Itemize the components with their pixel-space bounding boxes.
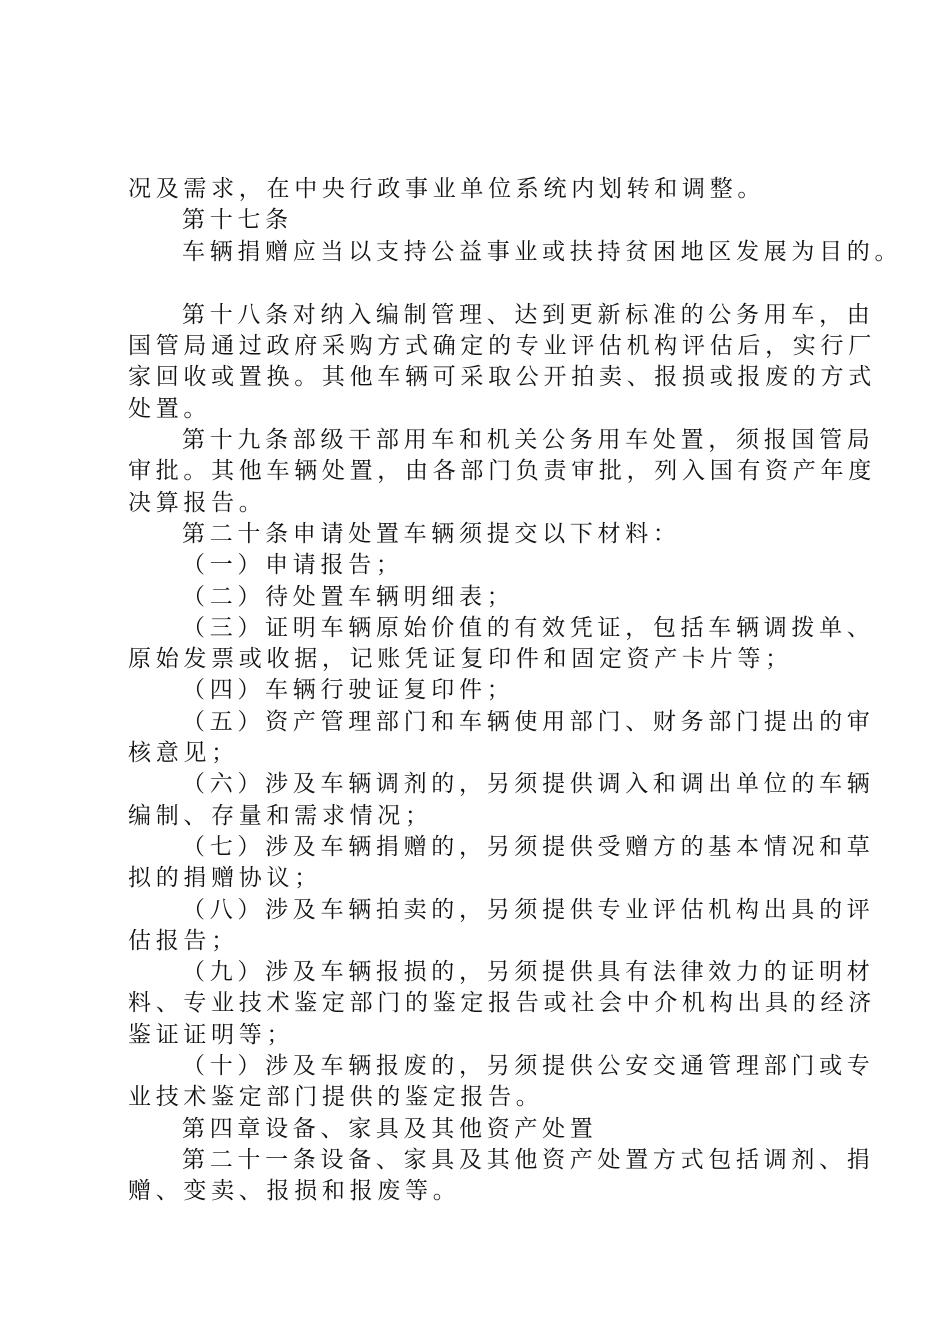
- list-item: （七）涉及车辆捐赠的，另须提供受赠方的基本情况和草: [182, 833, 875, 860]
- text-line: 车辆捐赠应当以支持公益事业或扶持贫困地区发展为目的。: [182, 238, 903, 265]
- list-item: （六）涉及车辆调剂的，另须提供调入和调出单位的车辆: [182, 771, 875, 798]
- text-line: 原始发票或收据，记账凭证复印件和固定资产卡片等；: [128, 646, 793, 673]
- text-line: 第十九条部级干部用车和机关公务用车处置，须报国管局: [182, 427, 875, 454]
- text-line: 估报告；: [128, 927, 239, 954]
- text-line: 第二十条申请处置车辆须提交以下材料：: [182, 520, 681, 547]
- text-line: 拟的捐赠协议；: [128, 865, 322, 892]
- article-heading: 第十七条: [182, 207, 293, 234]
- list-item: （九）涉及车辆报损的，另须提供具有法律效力的证明材: [182, 959, 875, 986]
- text-line: 决算报告。: [128, 489, 267, 516]
- list-item: （一）申请报告；: [182, 552, 404, 579]
- list-item: （三）证明车辆原始价值的有效凭证，包括车辆调拨单、: [182, 614, 875, 641]
- chapter-heading: 第四章设备、家具及其他资产处置: [182, 1115, 598, 1142]
- text-line: 核意见；: [128, 740, 239, 767]
- text-line: 编制、存量和需求情况；: [128, 802, 433, 829]
- list-item: （八）涉及车辆拍卖的，另须提供专业评估机构出具的评: [182, 896, 875, 923]
- text-line: 第十八条对纳入编制管理、达到更新标准的公务用车，由: [182, 301, 875, 328]
- list-item: （二）待处置车辆明细表；: [182, 583, 515, 610]
- text-line: 鉴证证明等；: [128, 1021, 295, 1048]
- list-item: （五）资产管理部门和车辆使用部门、财务部门提出的审: [182, 708, 875, 735]
- paragraph-gap: [128, 268, 838, 300]
- text-line: 赠、变卖、报损和报废等。: [128, 1178, 461, 1205]
- text-line: 业技术鉴定部门提供的鉴定报告。: [128, 1084, 544, 1111]
- text-line: 家回收或置换。其他车辆可采取公开拍卖、报损或报废的方式: [128, 364, 876, 391]
- list-item: （十）涉及车辆报废的，另须提供公安交通管理部门或专: [182, 1053, 875, 1080]
- text-line: 国管局通过政府采购方式确定的专业评估机构评估后，实行厂: [128, 333, 876, 360]
- document-body: [128, 174, 903, 1208]
- list-item: （四）车辆行驶证复印件；: [182, 677, 515, 704]
- text-line: 料、专业技术鉴定部门的鉴定报告或社会中介机构出具的经济: [128, 990, 876, 1017]
- text-line: 第二十一条设备、家具及其他资产处置方式包括调剂、捐: [182, 1146, 875, 1173]
- text-line: 审批。其他车辆处置，由各部门负责审批，列入国有资产年度: [128, 458, 876, 485]
- text-line: 处置。: [128, 395, 212, 422]
- text-line: 况及需求，在中央行政事业单位系统内划转和调整。: [128, 176, 766, 202]
